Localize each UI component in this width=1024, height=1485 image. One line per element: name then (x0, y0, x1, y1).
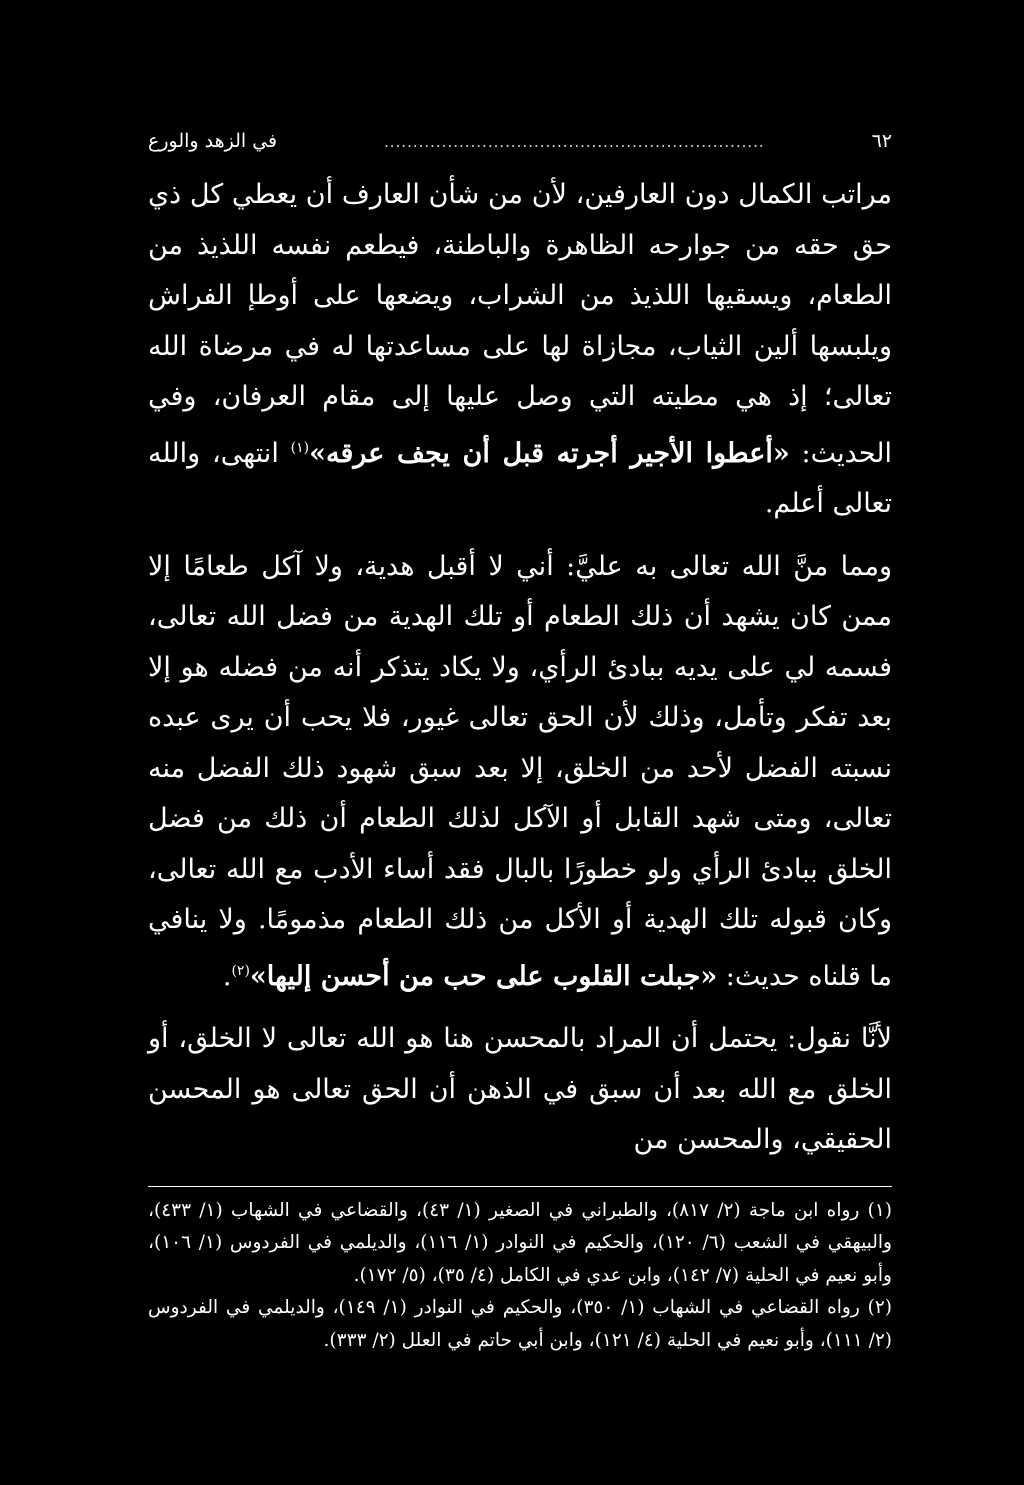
footnote-1: (١) رواه ابن ماجة (٢/ ٨١٧)، والطبراني في الصغير (١/ ٤٣)، والقضاعي في الشهاب (١/ ٤٣٣)، والبيهقي في الشعب (٦/ ١٢٠)، والحكيم في النوادر (١/ ١١٦)، والديلمي في الفردوس (١/ ١٠٦)، وأبو نعيم في الحلية (٧/ ١٤٢)، وابن عدي في الكامل (٤/ ٣٥)، (٥/ ١٧٢). (148, 1199, 892, 1286)
paragraph-1 (148, 170, 892, 530)
hadith-quote: «جبلت القلوب على حب من أحسن إليها» (249, 960, 718, 992)
footnote-divider (148, 1186, 892, 1187)
book-page (148, 130, 892, 1357)
paragraph-text: لأنَّا نقول: يحتمل أن المراد بالمحسن هنا هو الله تعالى لا الخلق، أو الخلق مع الله بعد أن سبق في الذهن أن الحق تعالى هو المحسن الحقيقي، والمحسن من (148, 1023, 892, 1155)
footnotes (148, 1195, 892, 1358)
running-title: في الزهد والورع (148, 130, 278, 152)
paragraph-text: مراتب الكمال دون العارفين، لأن من شأن العارف أن يعطي كل ذي حق حقه من جوارحه الظاهرة والباطنة، فيطعم نفسه اللذيذ من الطعام، ويسقيها اللذيذ من الشراب، ويضعها على أوطإ الفراش ويلبسها ألين الثياب، مجازاة لها على مساعدتها له في مرضاة الله تعالى؛ إذ هي مطيته التي وصل عليها إلى مقام العرفان، وفي الحديث: (148, 179, 892, 469)
hadith-quote: «أعطوا الأجير أجرته قبل أن يجف عرقه» (309, 437, 790, 469)
footnote-ref-1[interactable]: (١) (290, 439, 310, 456)
paragraph-text: انتهى، والله تعالى أعلم. (148, 437, 892, 519)
footnote-ref-2[interactable]: (٢) (231, 962, 250, 979)
paragraph-text: . (222, 960, 232, 992)
paragraph-text: ومما منَّ الله تعالى به عليَّ: أني لا أقبل هدية، ولا آكل طعامًا إلا ممن كان يشهد أن ذلك الطعام أو تلك الهدية من فضل الله تعالى، فسمه لي على يديه ببادئ الرأي، ولا يكاد يتذكر أنه من فضله هو إلا بعد تفكر وتأمل، وذلك لأن الحق تعالى غيور، فلا يحب أن يرى عبده نسبته الفضل لأحد من الخلق، إلا بعد سبق شهود ذلك الفضل منه تعالى، ومتى شهد القابل أو الآكل لذلك الطعام أن ذلك من فضل الخلق ببادئ الرأي ولو خطورًا بالبال فقد أساء الأدب مع الله تعالى، وكان قبوله تلك الهدية أو الأكل من ذلك الطعام مذمومًا. ولا ينافي ما قلناه حديث: (148, 550, 892, 992)
page-number: ٦٢ (871, 130, 892, 152)
paragraph-3 (148, 1014, 892, 1166)
paragraph-2 (148, 542, 892, 1003)
main-text (148, 170, 892, 1166)
page-header (148, 130, 892, 170)
footnote-2: (٢) رواه القضاعي في الشهاب (١/ ٣٥٠)، والحكيم في النوادر (١/ ١٤٩)، والديلمي في الفردوس (٢/ ١١١)، وأبو نعيم في الحلية (٤/ ١٢١)، وابن أبي حاتم في العلل (٢/ ٣٣٣). (148, 1297, 892, 1351)
header-leader-dots: .................................................................. (384, 133, 765, 151)
